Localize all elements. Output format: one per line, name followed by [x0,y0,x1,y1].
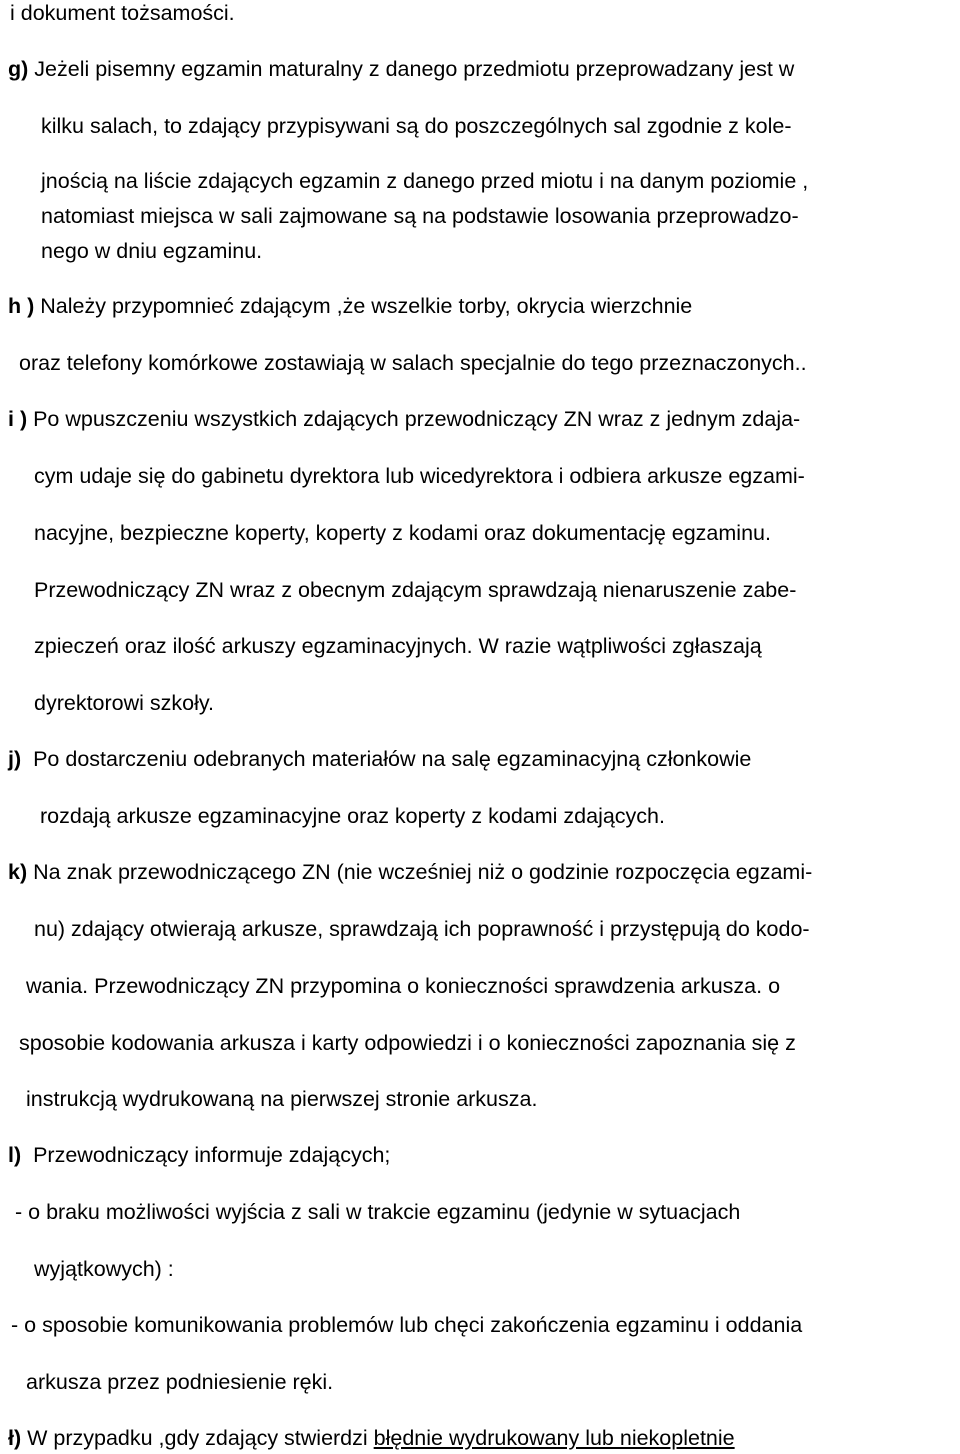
section-k-line-4: sposobie kodowania arkusza i karty odpowiedzi i o konieczności zapoznania się z [19,1031,796,1055]
section-g-line-2: kilku salach, to zdający przypisywani są do poszczególnych sal zgodnie z kole- [41,114,792,138]
section-l-line-2: - o braku możliwości wyjścia z sali w trakcie egzaminu (jedynie w sytuacjach [15,1200,741,1224]
page-top-line: i dokument tożsamości. [10,1,235,25]
section-i-line-2: cym udaje się do gabinetu dyrektora lub wicedyrektora i odbiera arkusze egzami- [34,464,805,488]
section-i-line-5: zpieczeń oraz ilość arkuszy egzaminacyjnych. W razie wątpliwości zgłaszają [34,634,762,658]
section-h-line-1: h ) Należy przypomnieć zdającym ,że wszelkie torby, okrycia wierzchnie [8,294,693,318]
section-h-line-2: oraz telefony komórkowe zostawiają w salach specjalnie do tego przeznaczonych.. [19,351,807,375]
section-k-line-3: wania. Przewodniczący ZN przypomina o konieczności sprawdzenia arkusza. o [26,974,781,998]
section-j-marker: j) [8,747,22,771]
section-i-line-1: i ) Po wpuszczeniu wszystkich zdających przewodniczący ZN wraz z jednym zdaja- [8,407,801,431]
section-l-stroke-line-1: ł) W przypadku ,gdy zdający stwierdzi błędnie wydrukowany lub niekopletnie [8,1426,735,1450]
section-h-marker: h ) [8,294,35,318]
section-i-marker: i ) [8,407,28,431]
section-l-line-4: - o sposobie komunikowania problemów lub chęci zakończenia egzaminu i oddania [11,1313,803,1337]
section-j-line-2: rozdają arkusze egzaminacyjne oraz koperty z kodami zdających. [40,804,665,828]
underlined-phrase: błędnie wydrukowany lub niekopletnie [373,1426,735,1450]
section-l-line-5: arkusza przez podniesienie ręki. [26,1370,334,1394]
section-g-line-1: g) Jeżeli pisemny egzamin maturalny z danego przedmiotu przeprowadzany jest w [8,57,795,81]
section-k-line-2: nu) zdający otwierają arkusze, sprawdzają ich poprawność i przystępują do kodo- [34,917,810,941]
section-k-line-5: instrukcją wydrukowaną na pierwszej stronie arkusza. [26,1087,538,1111]
section-k-marker: k) [8,860,28,884]
section-l-marker: l) [8,1143,22,1167]
section-g-marker: g) [8,57,29,81]
section-l-line-3: wyjątkowych) : [34,1257,174,1281]
section-i-line-3: nacyjne, bezpieczne koperty, koperty z kodami oraz dokumentację egzaminu. [34,521,771,545]
section-l-stroke-marker: ł) [8,1426,22,1450]
section-j-line-1: j) Po dostarczeniu odebranych materiałów na salę egzaminacyjną członkowie [8,747,752,771]
section-g-line-3: jnością na liście zdających egzamin z danego przed miotu i na danym poziomie , [41,169,809,193]
section-i-line-4: Przewodniczący ZN wraz z obecnym zdającym sprawdzają nienaruszenie zabe- [34,578,797,602]
section-g-line-5: nego w dniu egzaminu. [41,239,263,263]
section-l-line-1: l) Przewodniczący informuje zdających; [8,1143,391,1167]
section-k-line-1: k) Na znak przewodniczącego ZN (nie wcześniej niż o godzinie rozpoczęcia egzami- [8,860,813,884]
section-i-line-6: dyrektorowi szkoły. [34,691,215,715]
section-g-line-4: natomiast miejsca w sali zajmowane są na podstawie losowania przeprowadzo- [41,204,799,228]
